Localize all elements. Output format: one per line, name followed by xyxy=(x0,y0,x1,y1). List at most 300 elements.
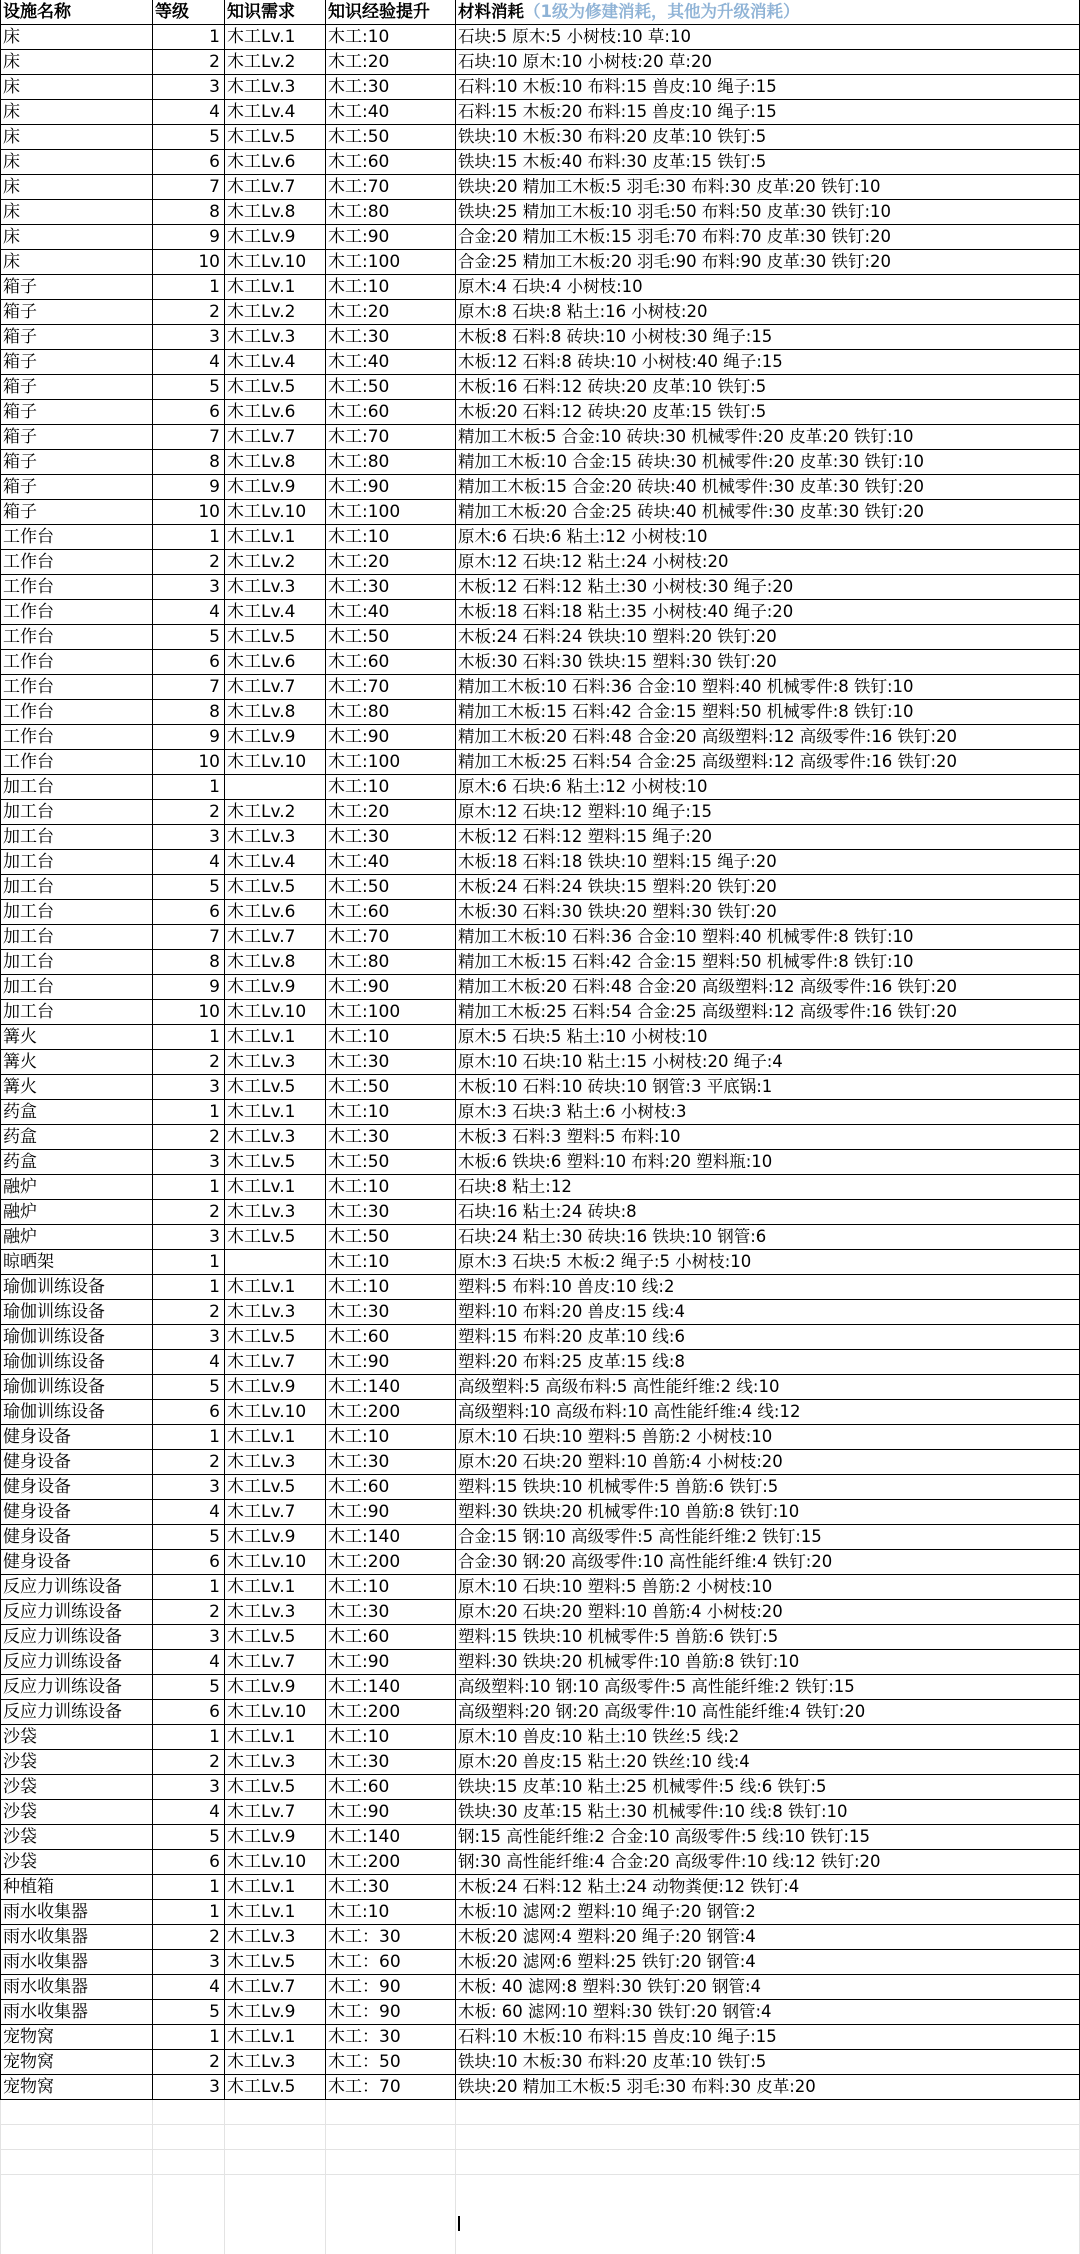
level-cell[interactable]: 9 xyxy=(209,727,220,747)
level-cell[interactable]: 8 xyxy=(209,952,220,972)
materials-cell[interactable]: 塑料:15 铁块:10 机械零件:5 兽筋:6 铁钉:5 xyxy=(458,1477,779,1496)
level-cell[interactable]: 6 xyxy=(209,1552,220,1572)
knowledge-cell[interactable]: 木工Lv.3 xyxy=(227,1927,296,1947)
level-cell[interactable]: 5 xyxy=(209,1527,220,1547)
header-level[interactable]: 等级 xyxy=(155,2,189,22)
facility-name-cell[interactable]: 瑜伽训练设备 xyxy=(3,1352,105,1372)
exp-cell[interactable]: 木工:80 xyxy=(328,702,390,722)
exp-cell[interactable]: 木工:60 xyxy=(328,1477,390,1497)
facility-name-cell[interactable]: 工作台 xyxy=(3,552,54,572)
facility-name-cell[interactable]: 沙袋 xyxy=(3,1752,37,1772)
exp-cell[interactable]: 木工：90 xyxy=(328,1977,401,1997)
exp-cell[interactable]: 木工:80 xyxy=(328,452,390,472)
materials-cell[interactable]: 塑料:10 布料:20 兽皮:15 线:4 xyxy=(458,1302,685,1321)
knowledge-cell[interactable]: 木工Lv.5 xyxy=(227,2077,296,2097)
knowledge-cell[interactable]: 木工Lv.3 xyxy=(227,1302,296,1322)
level-cell[interactable]: 1 xyxy=(209,1427,220,1447)
materials-cell[interactable]: 精加工木板:15 石料:42 合金:15 塑料:50 机械零件:8 铁钉:10 xyxy=(458,702,914,721)
knowledge-cell[interactable]: 木工Lv.3 xyxy=(227,1752,296,1772)
materials-cell[interactable]: 木板:18 石料:18 铁块:10 塑料:15 绳子:20 xyxy=(458,852,777,871)
facility-name-cell[interactable]: 加工台 xyxy=(3,802,54,822)
knowledge-cell[interactable]: 木工Lv.1 xyxy=(227,1277,296,1297)
facility-name-cell[interactable]: 融炉 xyxy=(3,1227,37,1247)
level-cell[interactable]: 2 xyxy=(209,1927,220,1947)
facility-name-cell[interactable]: 工作台 xyxy=(3,677,54,697)
exp-cell[interactable]: 木工:50 xyxy=(328,127,390,147)
materials-cell[interactable]: 石料:10 木板:10 布料:15 兽皮:10 绳子:15 xyxy=(458,2027,777,2046)
facility-name-cell[interactable]: 箱子 xyxy=(3,477,37,497)
facility-name-cell[interactable]: 宠物窝 xyxy=(3,2052,54,2072)
level-cell[interactable]: 5 xyxy=(209,1377,220,1397)
facility-name-cell[interactable]: 箱子 xyxy=(3,427,37,447)
facility-name-cell[interactable]: 融炉 xyxy=(3,1202,37,1222)
knowledge-cell[interactable]: 木工Lv.10 xyxy=(227,1402,307,1422)
materials-cell[interactable]: 原木:10 兽皮:10 粘土:10 铁丝:5 线:2 xyxy=(458,1727,740,1746)
facility-name-cell[interactable]: 箱子 xyxy=(3,452,37,472)
materials-cell[interactable]: 钢:30 高性能纤维:4 合金:20 高级零件:10 线:12 铁钉:20 xyxy=(458,1852,881,1871)
knowledge-cell[interactable]: 木工Lv.9 xyxy=(227,977,296,997)
facility-name-cell[interactable]: 瑜伽训练设备 xyxy=(3,1302,105,1322)
level-cell[interactable]: 2 xyxy=(209,1052,220,1072)
knowledge-cell[interactable]: 木工Lv.1 xyxy=(227,1877,296,1897)
exp-cell[interactable]: 木工:90 xyxy=(328,227,390,247)
knowledge-cell[interactable]: 木工Lv.9 xyxy=(227,1377,296,1397)
knowledge-cell[interactable]: 木工Lv.5 xyxy=(227,1627,296,1647)
facility-name-cell[interactable]: 健身设备 xyxy=(3,1427,71,1447)
knowledge-cell[interactable]: 木工Lv.3 xyxy=(227,1052,296,1072)
level-cell[interactable]: 8 xyxy=(209,702,220,722)
materials-cell[interactable]: 原木:8 石块:8 粘土:16 小树枝:20 xyxy=(458,302,708,321)
exp-cell[interactable]: 木工:30 xyxy=(328,827,390,847)
knowledge-cell[interactable]: 木工Lv.1 xyxy=(227,27,296,47)
exp-cell[interactable]: 木工:30 xyxy=(328,327,390,347)
materials-cell[interactable]: 合金:20 精加工木板:15 羽毛:70 布料:70 皮革:30 铁钉:20 xyxy=(458,227,892,246)
level-cell[interactable]: 9 xyxy=(209,977,220,997)
exp-cell[interactable]: 木工:80 xyxy=(328,202,390,222)
facility-name-cell[interactable]: 药盒 xyxy=(3,1102,37,1122)
knowledge-cell[interactable]: 木工Lv.5 xyxy=(227,1952,296,1972)
facility-name-cell[interactable]: 床 xyxy=(3,177,20,197)
level-cell[interactable]: 3 xyxy=(209,1627,220,1647)
materials-cell[interactable]: 石料:10 木板:10 布料:15 兽皮:10 绳子:15 xyxy=(458,77,777,96)
materials-cell[interactable]: 塑料:15 布料:20 皮革:10 线:6 xyxy=(458,1327,685,1346)
level-cell[interactable]: 7 xyxy=(209,677,220,697)
header-exp[interactable]: 知识经验提升 xyxy=(328,2,430,22)
level-cell[interactable]: 2 xyxy=(209,1452,220,1472)
materials-cell[interactable]: 合金:30 钢:20 高级零件:10 高性能纤维:4 铁钉:20 xyxy=(458,1552,833,1571)
exp-cell[interactable]: 木工:70 xyxy=(328,927,390,947)
facility-name-cell[interactable]: 沙袋 xyxy=(3,1727,37,1747)
materials-cell[interactable]: 钢:15 高性能纤维:2 合金:10 高级零件:5 线:10 铁钉:15 xyxy=(458,1827,871,1846)
materials-cell[interactable]: 原木:12 石块:12 粘土:24 小树枝:20 xyxy=(458,552,729,571)
exp-cell[interactable]: 木工：90 xyxy=(328,2002,401,2022)
materials-cell[interactable]: 石块:5 原木:5 小树枝:10 草:10 xyxy=(458,27,691,46)
facility-name-cell[interactable]: 健身设备 xyxy=(3,1477,71,1497)
exp-cell[interactable]: 木工:10 xyxy=(328,1902,390,1922)
materials-cell[interactable]: 高级塑料:10 钢:10 高级零件:5 高性能纤维:2 铁钉:15 xyxy=(458,1677,855,1696)
materials-cell[interactable]: 木板:12 石料:8 砖块:10 小树枝:40 绳子:15 xyxy=(458,352,783,371)
level-cell[interactable]: 3 xyxy=(209,1227,220,1247)
knowledge-cell[interactable]: 木工Lv.9 xyxy=(227,2002,296,2022)
knowledge-cell[interactable]: 木工Lv.10 xyxy=(227,752,307,772)
header-materials[interactable] xyxy=(455,0,1080,24)
exp-cell[interactable]: 木工:50 xyxy=(328,1152,390,1172)
level-cell[interactable]: 3 xyxy=(209,327,220,347)
exp-cell[interactable]: 木工：30 xyxy=(328,1927,401,1947)
knowledge-cell[interactable]: 木工Lv.7 xyxy=(227,677,296,697)
facility-name-cell[interactable]: 工作台 xyxy=(3,527,54,547)
exp-cell[interactable]: 木工:140 xyxy=(328,1827,401,1847)
exp-cell[interactable]: 木工:30 xyxy=(328,1877,390,1897)
exp-cell[interactable]: 木工:10 xyxy=(328,27,390,47)
exp-cell[interactable]: 木工:60 xyxy=(328,902,390,922)
facility-name-cell[interactable]: 箱子 xyxy=(3,402,37,422)
materials-cell[interactable]: 木板:24 石料:24 铁块:10 塑料:20 铁钉:20 xyxy=(458,627,777,646)
exp-cell[interactable]: 木工:100 xyxy=(328,1002,401,1022)
materials-cell[interactable]: 木板: 40 滤网:8 塑料:30 铁钉:20 钢管:4 xyxy=(458,1977,762,1996)
knowledge-cell[interactable]: 木工Lv.5 xyxy=(227,627,296,647)
materials-cell[interactable]: 精加工木板:5 合金:10 砖块:30 机械零件:20 皮革:20 铁钉:10 xyxy=(458,427,914,446)
exp-cell[interactable]: 木工:90 xyxy=(328,1502,390,1522)
knowledge-cell[interactable]: 木工Lv.6 xyxy=(227,152,296,172)
exp-cell[interactable]: 木工:70 xyxy=(328,177,390,197)
level-cell[interactable]: 1 xyxy=(209,1727,220,1747)
knowledge-cell[interactable]: 木工Lv.3 xyxy=(227,1452,296,1472)
level-cell[interactable]: 2 xyxy=(209,1602,220,1622)
level-cell[interactable]: 9 xyxy=(209,477,220,497)
exp-cell[interactable]: 木工:10 xyxy=(328,527,390,547)
materials-cell[interactable]: 塑料:5 布料:10 兽皮:10 线:2 xyxy=(458,1277,675,1296)
facility-name-cell[interactable]: 反应力训练设备 xyxy=(3,1577,122,1597)
level-cell[interactable]: 1 xyxy=(209,27,220,47)
level-cell[interactable]: 4 xyxy=(209,102,220,122)
level-cell[interactable]: 2 xyxy=(209,1202,220,1222)
level-cell[interactable]: 10 xyxy=(198,752,220,772)
materials-cell[interactable]: 原木:12 石块:12 塑料:10 绳子:15 xyxy=(458,802,712,821)
level-cell[interactable]: 3 xyxy=(209,1952,220,1972)
knowledge-cell[interactable]: 木工Lv.2 xyxy=(227,302,296,322)
facility-name-cell[interactable]: 药盒 xyxy=(3,1127,37,1147)
exp-cell[interactable]: 木工:50 xyxy=(328,377,390,397)
level-cell[interactable]: 1 xyxy=(209,1877,220,1897)
facility-name-cell[interactable]: 雨水收集器 xyxy=(3,1902,88,1922)
facility-name-cell[interactable]: 箱子 xyxy=(3,352,37,372)
facility-name-cell[interactable]: 宠物窝 xyxy=(3,2027,54,2047)
materials-cell[interactable]: 原木:20 石块:20 塑料:10 兽筋:4 小树枝:20 xyxy=(458,1602,783,1621)
materials-cell[interactable]: 精加工木板:20 合金:25 砖块:40 机械零件:30 皮革:30 铁钉:20 xyxy=(458,502,925,521)
knowledge-cell[interactable] xyxy=(224,775,325,799)
facility-name-cell[interactable]: 沙袋 xyxy=(3,1852,37,1872)
facility-name-cell[interactable]: 篝火 xyxy=(3,1052,37,1072)
exp-cell[interactable]: 木工:10 xyxy=(328,1177,390,1197)
knowledge-cell[interactable]: 木工Lv.1 xyxy=(227,527,296,547)
knowledge-cell[interactable]: 木工Lv.5 xyxy=(227,1477,296,1497)
facility-name-cell[interactable]: 反应力训练设备 xyxy=(3,1677,122,1697)
facility-name-cell[interactable]: 加工台 xyxy=(3,902,54,922)
knowledge-cell[interactable]: 木工Lv.3 xyxy=(227,1127,296,1147)
exp-cell[interactable]: 木工:60 xyxy=(328,152,390,172)
level-cell[interactable]: 4 xyxy=(209,1352,220,1372)
exp-cell[interactable]: 木工:200 xyxy=(328,1552,401,1572)
exp-cell[interactable]: 木工:140 xyxy=(328,1527,401,1547)
level-cell[interactable]: 5 xyxy=(209,1677,220,1697)
facility-name-cell[interactable]: 篝火 xyxy=(3,1027,37,1047)
level-cell[interactable]: 5 xyxy=(209,377,220,397)
facility-name-cell[interactable]: 雨水收集器 xyxy=(3,1977,88,1997)
level-cell[interactable]: 7 xyxy=(209,177,220,197)
knowledge-cell[interactable]: 木工Lv.3 xyxy=(227,1202,296,1222)
knowledge-cell[interactable]: 木工Lv.10 xyxy=(227,1002,307,1022)
materials-cell[interactable]: 精加工木板:10 石料:36 合金:10 塑料:40 机械零件:8 铁钉:10 xyxy=(458,927,914,946)
materials-cell[interactable]: 塑料:30 铁块:20 机械零件:10 兽筋:8 铁钉:10 xyxy=(458,1502,800,1521)
knowledge-cell[interactable]: 木工Lv.10 xyxy=(227,1852,307,1872)
exp-cell[interactable]: 木工:10 xyxy=(328,1427,390,1447)
knowledge-cell[interactable]: 木工Lv.7 xyxy=(227,1977,296,1997)
materials-cell[interactable]: 原木:3 石块:5 木板:2 绳子:5 小树枝:10 xyxy=(458,1252,752,1271)
exp-cell[interactable]: 木工：30 xyxy=(328,2027,401,2047)
knowledge-cell[interactable]: 木工Lv.1 xyxy=(227,1902,296,1922)
exp-cell[interactable]: 木工：70 xyxy=(328,2077,401,2097)
knowledge-cell[interactable]: 木工Lv.9 xyxy=(227,477,296,497)
level-cell[interactable]: 4 xyxy=(209,602,220,622)
materials-cell[interactable]: 精加工木板:10 石料:36 合金:10 塑料:40 机械零件:8 铁钉:10 xyxy=(458,677,914,696)
level-cell[interactable]: 6 xyxy=(209,1402,220,1422)
materials-cell[interactable]: 铁块:30 皮革:15 粘土:30 机械零件:10 线:8 铁钉:10 xyxy=(458,1802,848,1821)
exp-cell[interactable]: 木工:30 xyxy=(328,1202,390,1222)
exp-cell[interactable]: 木工:60 xyxy=(328,1777,390,1797)
knowledge-cell[interactable]: 木工Lv.1 xyxy=(227,1427,296,1447)
materials-cell[interactable]: 铁块:20 精加工木板:5 羽毛:30 布料:30 皮革:20 xyxy=(458,2077,816,2096)
level-cell[interactable]: 6 xyxy=(209,652,220,672)
facility-name-cell[interactable]: 工作台 xyxy=(3,652,54,672)
level-cell[interactable]: 6 xyxy=(209,152,220,172)
exp-cell[interactable]: 木工:140 xyxy=(328,1377,401,1397)
level-cell[interactable]: 3 xyxy=(209,1152,220,1172)
facility-name-cell[interactable]: 床 xyxy=(3,152,20,172)
knowledge-cell[interactable]: 木工Lv.1 xyxy=(227,2027,296,2047)
materials-cell[interactable]: 原木:6 石块:6 粘土:12 小树枝:10 xyxy=(458,777,708,796)
facility-name-cell[interactable]: 箱子 xyxy=(3,377,37,397)
materials-cell[interactable]: 木板:10 滤网:2 塑料:10 绳子:20 钢管:2 xyxy=(458,1902,756,1921)
exp-cell[interactable]: 木工:20 xyxy=(328,802,390,822)
level-cell[interactable]: 4 xyxy=(209,852,220,872)
materials-cell[interactable]: 原木:6 石块:6 粘土:12 小树枝:10 xyxy=(458,527,708,546)
facility-name-cell[interactable]: 健身设备 xyxy=(3,1552,71,1572)
knowledge-cell[interactable] xyxy=(224,1250,325,1274)
knowledge-cell[interactable]: 木工Lv.10 xyxy=(227,1702,307,1722)
level-cell[interactable]: 9 xyxy=(209,227,220,247)
exp-cell[interactable]: 木工:10 xyxy=(328,1252,390,1272)
knowledge-cell[interactable]: 木工Lv.5 xyxy=(227,1327,296,1347)
knowledge-cell[interactable]: 木工Lv.3 xyxy=(227,327,296,347)
materials-cell[interactable]: 铁块:20 精加工木板:5 羽毛:30 布料:30 皮革:20 铁钉:10 xyxy=(458,177,881,196)
exp-cell[interactable]: 木工:20 xyxy=(328,302,390,322)
knowledge-cell[interactable]: 木工Lv.7 xyxy=(227,1502,296,1522)
level-cell[interactable]: 3 xyxy=(209,1777,220,1797)
materials-cell[interactable]: 铁块:15 木板:40 布料:30 皮革:15 铁钉:5 xyxy=(458,152,767,171)
knowledge-cell[interactable]: 木工Lv.1 xyxy=(227,1027,296,1047)
exp-cell[interactable]: 木工:40 xyxy=(328,852,390,872)
facility-name-cell[interactable]: 箱子 xyxy=(3,277,37,297)
level-cell[interactable]: 2 xyxy=(209,2052,220,2072)
exp-cell[interactable]: 木工:10 xyxy=(328,1027,390,1047)
knowledge-cell[interactable]: 木工Lv.8 xyxy=(227,452,296,472)
exp-cell[interactable]: 木工:90 xyxy=(328,977,390,997)
knowledge-cell[interactable]: 木工Lv.7 xyxy=(227,1652,296,1672)
materials-cell[interactable]: 精加工木板:25 石料:54 合金:25 高级塑料:12 高级零件:16 铁钉:20 xyxy=(458,1002,958,1021)
level-cell[interactable]: 2 xyxy=(209,1752,220,1772)
exp-cell[interactable]: 木工:50 xyxy=(328,877,390,897)
materials-cell[interactable]: 木板:18 石料:18 粘土:35 小树枝:40 绳子:20 xyxy=(458,602,794,621)
materials-cell[interactable]: 原木:10 石块:10 粘土:15 小树枝:20 绳子:4 xyxy=(458,1052,783,1071)
exp-cell[interactable]: 木工:10 xyxy=(328,1277,390,1297)
facility-name-cell[interactable]: 晾晒架 xyxy=(3,1252,54,1272)
materials-cell[interactable]: 塑料:30 铁块:20 机械零件:10 兽筋:8 铁钉:10 xyxy=(458,1652,800,1671)
level-cell[interactable]: 3 xyxy=(209,1077,220,1097)
materials-cell[interactable]: 铁块:10 木板:30 布料:20 皮革:10 铁钉:5 xyxy=(458,2052,767,2071)
level-cell[interactable]: 7 xyxy=(209,927,220,947)
level-cell[interactable]: 10 xyxy=(198,1002,220,1022)
materials-cell[interactable]: 高级塑料:20 钢:20 高级零件:10 高性能纤维:4 铁钉:20 xyxy=(458,1702,866,1721)
knowledge-cell[interactable]: 木工Lv.7 xyxy=(227,427,296,447)
exp-cell[interactable]: 木工:70 xyxy=(328,427,390,447)
knowledge-cell[interactable]: 木工Lv.9 xyxy=(227,227,296,247)
facility-name-cell[interactable]: 加工台 xyxy=(3,777,54,797)
materials-cell[interactable]: 塑料:15 铁块:10 机械零件:5 兽筋:6 铁钉:5 xyxy=(458,1627,779,1646)
facility-name-cell[interactable]: 瑜伽训练设备 xyxy=(3,1402,105,1422)
exp-cell[interactable]: 木工:90 xyxy=(328,1652,390,1672)
knowledge-cell[interactable]: 木工Lv.5 xyxy=(227,1152,296,1172)
materials-cell[interactable]: 原木:3 石块:3 粘土:6 小树枝:3 xyxy=(458,1102,687,1121)
materials-cell[interactable]: 石块:16 粘土:24 砖块:8 xyxy=(458,1202,637,1221)
exp-cell[interactable]: 木工:90 xyxy=(328,1352,390,1372)
facility-name-cell[interactable]: 床 xyxy=(3,202,20,222)
level-cell[interactable]: 6 xyxy=(209,1852,220,1872)
materials-cell[interactable]: 木板:20 滤网:6 塑料:25 铁钉:20 钢管:4 xyxy=(458,1952,756,1971)
level-cell[interactable]: 2 xyxy=(209,52,220,72)
header-name[interactable]: 设施名称 xyxy=(3,2,71,22)
materials-cell[interactable]: 木板:6 铁块:6 塑料:10 布料:20 塑料瓶:10 xyxy=(458,1152,773,1171)
exp-cell[interactable]: 木工:20 xyxy=(328,52,390,72)
level-cell[interactable]: 2 xyxy=(209,552,220,572)
exp-cell[interactable]: 木工:10 xyxy=(328,1102,390,1122)
facility-name-cell[interactable]: 瑜伽训练设备 xyxy=(3,1327,105,1347)
facility-name-cell[interactable]: 种植箱 xyxy=(3,1877,54,1897)
exp-cell[interactable]: 木工：60 xyxy=(328,1952,401,1972)
level-cell[interactable]: 1 xyxy=(209,2027,220,2047)
knowledge-cell[interactable]: 木工Lv.7 xyxy=(227,927,296,947)
knowledge-cell[interactable]: 木工Lv.1 xyxy=(227,1577,296,1597)
facility-name-cell[interactable]: 反应力训练设备 xyxy=(3,1652,122,1672)
facility-name-cell[interactable]: 沙袋 xyxy=(3,1827,37,1847)
level-cell[interactable]: 2 xyxy=(209,302,220,322)
level-cell[interactable]: 3 xyxy=(209,577,220,597)
level-cell[interactable]: 1 xyxy=(209,1177,220,1197)
materials-cell[interactable]: 原木:10 石块:10 塑料:5 兽筋:2 小树枝:10 xyxy=(458,1577,773,1596)
facility-name-cell[interactable]: 工作台 xyxy=(3,702,54,722)
exp-cell[interactable]: 木工:10 xyxy=(328,1577,390,1597)
materials-cell[interactable]: 塑料:20 布料:25 皮革:15 线:8 xyxy=(458,1352,685,1371)
materials-cell[interactable]: 精加工木板:25 石料:54 合金:25 高级塑料:12 高级零件:16 铁钉:20 xyxy=(458,752,958,771)
exp-cell[interactable]: 木工:60 xyxy=(328,1327,390,1347)
exp-cell[interactable]: 木工:50 xyxy=(328,1077,390,1097)
empty-row[interactable] xyxy=(0,2150,1080,2175)
level-cell[interactable]: 4 xyxy=(209,1502,220,1522)
materials-cell[interactable]: 原木:20 石块:20 塑料:10 兽筋:4 小树枝:20 xyxy=(458,1452,783,1471)
knowledge-cell[interactable]: 木工Lv.1 xyxy=(227,277,296,297)
knowledge-cell[interactable]: 木工Lv.4 xyxy=(227,352,296,372)
knowledge-cell[interactable]: 木工Lv.4 xyxy=(227,602,296,622)
materials-cell[interactable]: 精加工木板:10 合金:15 砖块:30 机械零件:20 皮革:30 铁钉:10 xyxy=(458,452,925,471)
materials-cell[interactable]: 石块:10 原木:10 小树枝:20 草:20 xyxy=(458,52,712,71)
materials-cell[interactable]: 原木:20 兽皮:15 粘土:20 铁丝:10 线:4 xyxy=(458,1752,750,1771)
exp-cell[interactable]: 木工:10 xyxy=(328,277,390,297)
knowledge-cell[interactable]: 木工Lv.3 xyxy=(227,827,296,847)
knowledge-cell[interactable]: 木工Lv.3 xyxy=(227,77,296,97)
exp-cell[interactable]: 木工:40 xyxy=(328,602,390,622)
exp-cell[interactable]: 木工:50 xyxy=(328,1227,390,1247)
level-cell[interactable]: 8 xyxy=(209,202,220,222)
materials-cell[interactable]: 木板:12 石料:12 粘土:30 小树枝:30 绳子:20 xyxy=(458,577,794,596)
materials-cell[interactable]: 合金:15 钢:10 高级零件:5 高性能纤维:2 铁钉:15 xyxy=(458,1527,822,1546)
knowledge-cell[interactable]: 木工Lv.3 xyxy=(227,2052,296,2072)
level-cell[interactable]: 2 xyxy=(209,1127,220,1147)
facility-name-cell[interactable]: 雨水收集器 xyxy=(3,1927,88,1947)
knowledge-cell[interactable]: 木工Lv.7 xyxy=(227,177,296,197)
facility-name-cell[interactable]: 箱子 xyxy=(3,302,37,322)
level-cell[interactable]: 6 xyxy=(209,402,220,422)
level-cell[interactable]: 4 xyxy=(209,1802,220,1822)
facility-name-cell[interactable]: 健身设备 xyxy=(3,1452,71,1472)
knowledge-cell[interactable]: 木工Lv.2 xyxy=(227,52,296,72)
knowledge-cell[interactable]: 木工Lv.9 xyxy=(227,1827,296,1847)
empty-row[interactable] xyxy=(0,2125,1080,2150)
facility-name-cell[interactable]: 沙袋 xyxy=(3,1802,37,1822)
facility-name-cell[interactable]: 加工台 xyxy=(3,877,54,897)
level-cell[interactable]: 7 xyxy=(209,427,220,447)
knowledge-cell[interactable]: 木工Lv.8 xyxy=(227,952,296,972)
exp-cell[interactable]: 木工:30 xyxy=(328,77,390,97)
materials-cell[interactable]: 木板:8 石料:8 砖块:10 小树枝:30 绳子:15 xyxy=(458,327,773,346)
facility-name-cell[interactable]: 床 xyxy=(3,102,20,122)
level-cell[interactable]: 1 xyxy=(209,777,220,797)
materials-cell[interactable]: 铁块:15 皮革:10 粘土:25 机械零件:5 线:6 铁钉:5 xyxy=(458,1777,827,1796)
level-cell[interactable]: 5 xyxy=(209,2002,220,2022)
knowledge-cell[interactable]: 木工Lv.4 xyxy=(227,852,296,872)
exp-cell[interactable]: 木工:20 xyxy=(328,552,390,572)
level-cell[interactable]: 1 xyxy=(209,1277,220,1297)
level-cell[interactable]: 4 xyxy=(209,1977,220,1997)
facility-name-cell[interactable]: 健身设备 xyxy=(3,1527,71,1547)
knowledge-cell[interactable]: 木工Lv.7 xyxy=(227,1352,296,1372)
facility-name-cell[interactable]: 工作台 xyxy=(3,602,54,622)
materials-cell[interactable]: 木板:30 石料:30 铁块:15 塑料:30 铁钉:20 xyxy=(458,652,777,671)
exp-cell[interactable]: 木工:30 xyxy=(328,1127,390,1147)
facility-name-cell[interactable]: 工作台 xyxy=(3,627,54,647)
facility-name-cell[interactable]: 床 xyxy=(3,52,20,72)
facility-name-cell[interactable]: 加工台 xyxy=(3,827,54,847)
level-cell[interactable]: 8 xyxy=(209,452,220,472)
exp-cell[interactable]: 木工:200 xyxy=(328,1702,401,1722)
facility-name-cell[interactable]: 反应力训练设备 xyxy=(3,1702,122,1722)
facility-name-cell[interactable]: 工作台 xyxy=(3,727,54,747)
exp-cell[interactable]: 木工:30 xyxy=(328,1602,390,1622)
materials-cell[interactable]: 木板:12 石料:12 塑料:15 绳子:20 xyxy=(458,827,712,846)
knowledge-cell[interactable]: 木工Lv.5 xyxy=(227,377,296,397)
materials-cell[interactable]: 石块:24 粘土:30 砖块:16 铁块:10 钢管:6 xyxy=(458,1227,767,1246)
knowledge-cell[interactable]: 木工Lv.5 xyxy=(227,1077,296,1097)
exp-cell[interactable]: 木工:10 xyxy=(328,777,390,797)
